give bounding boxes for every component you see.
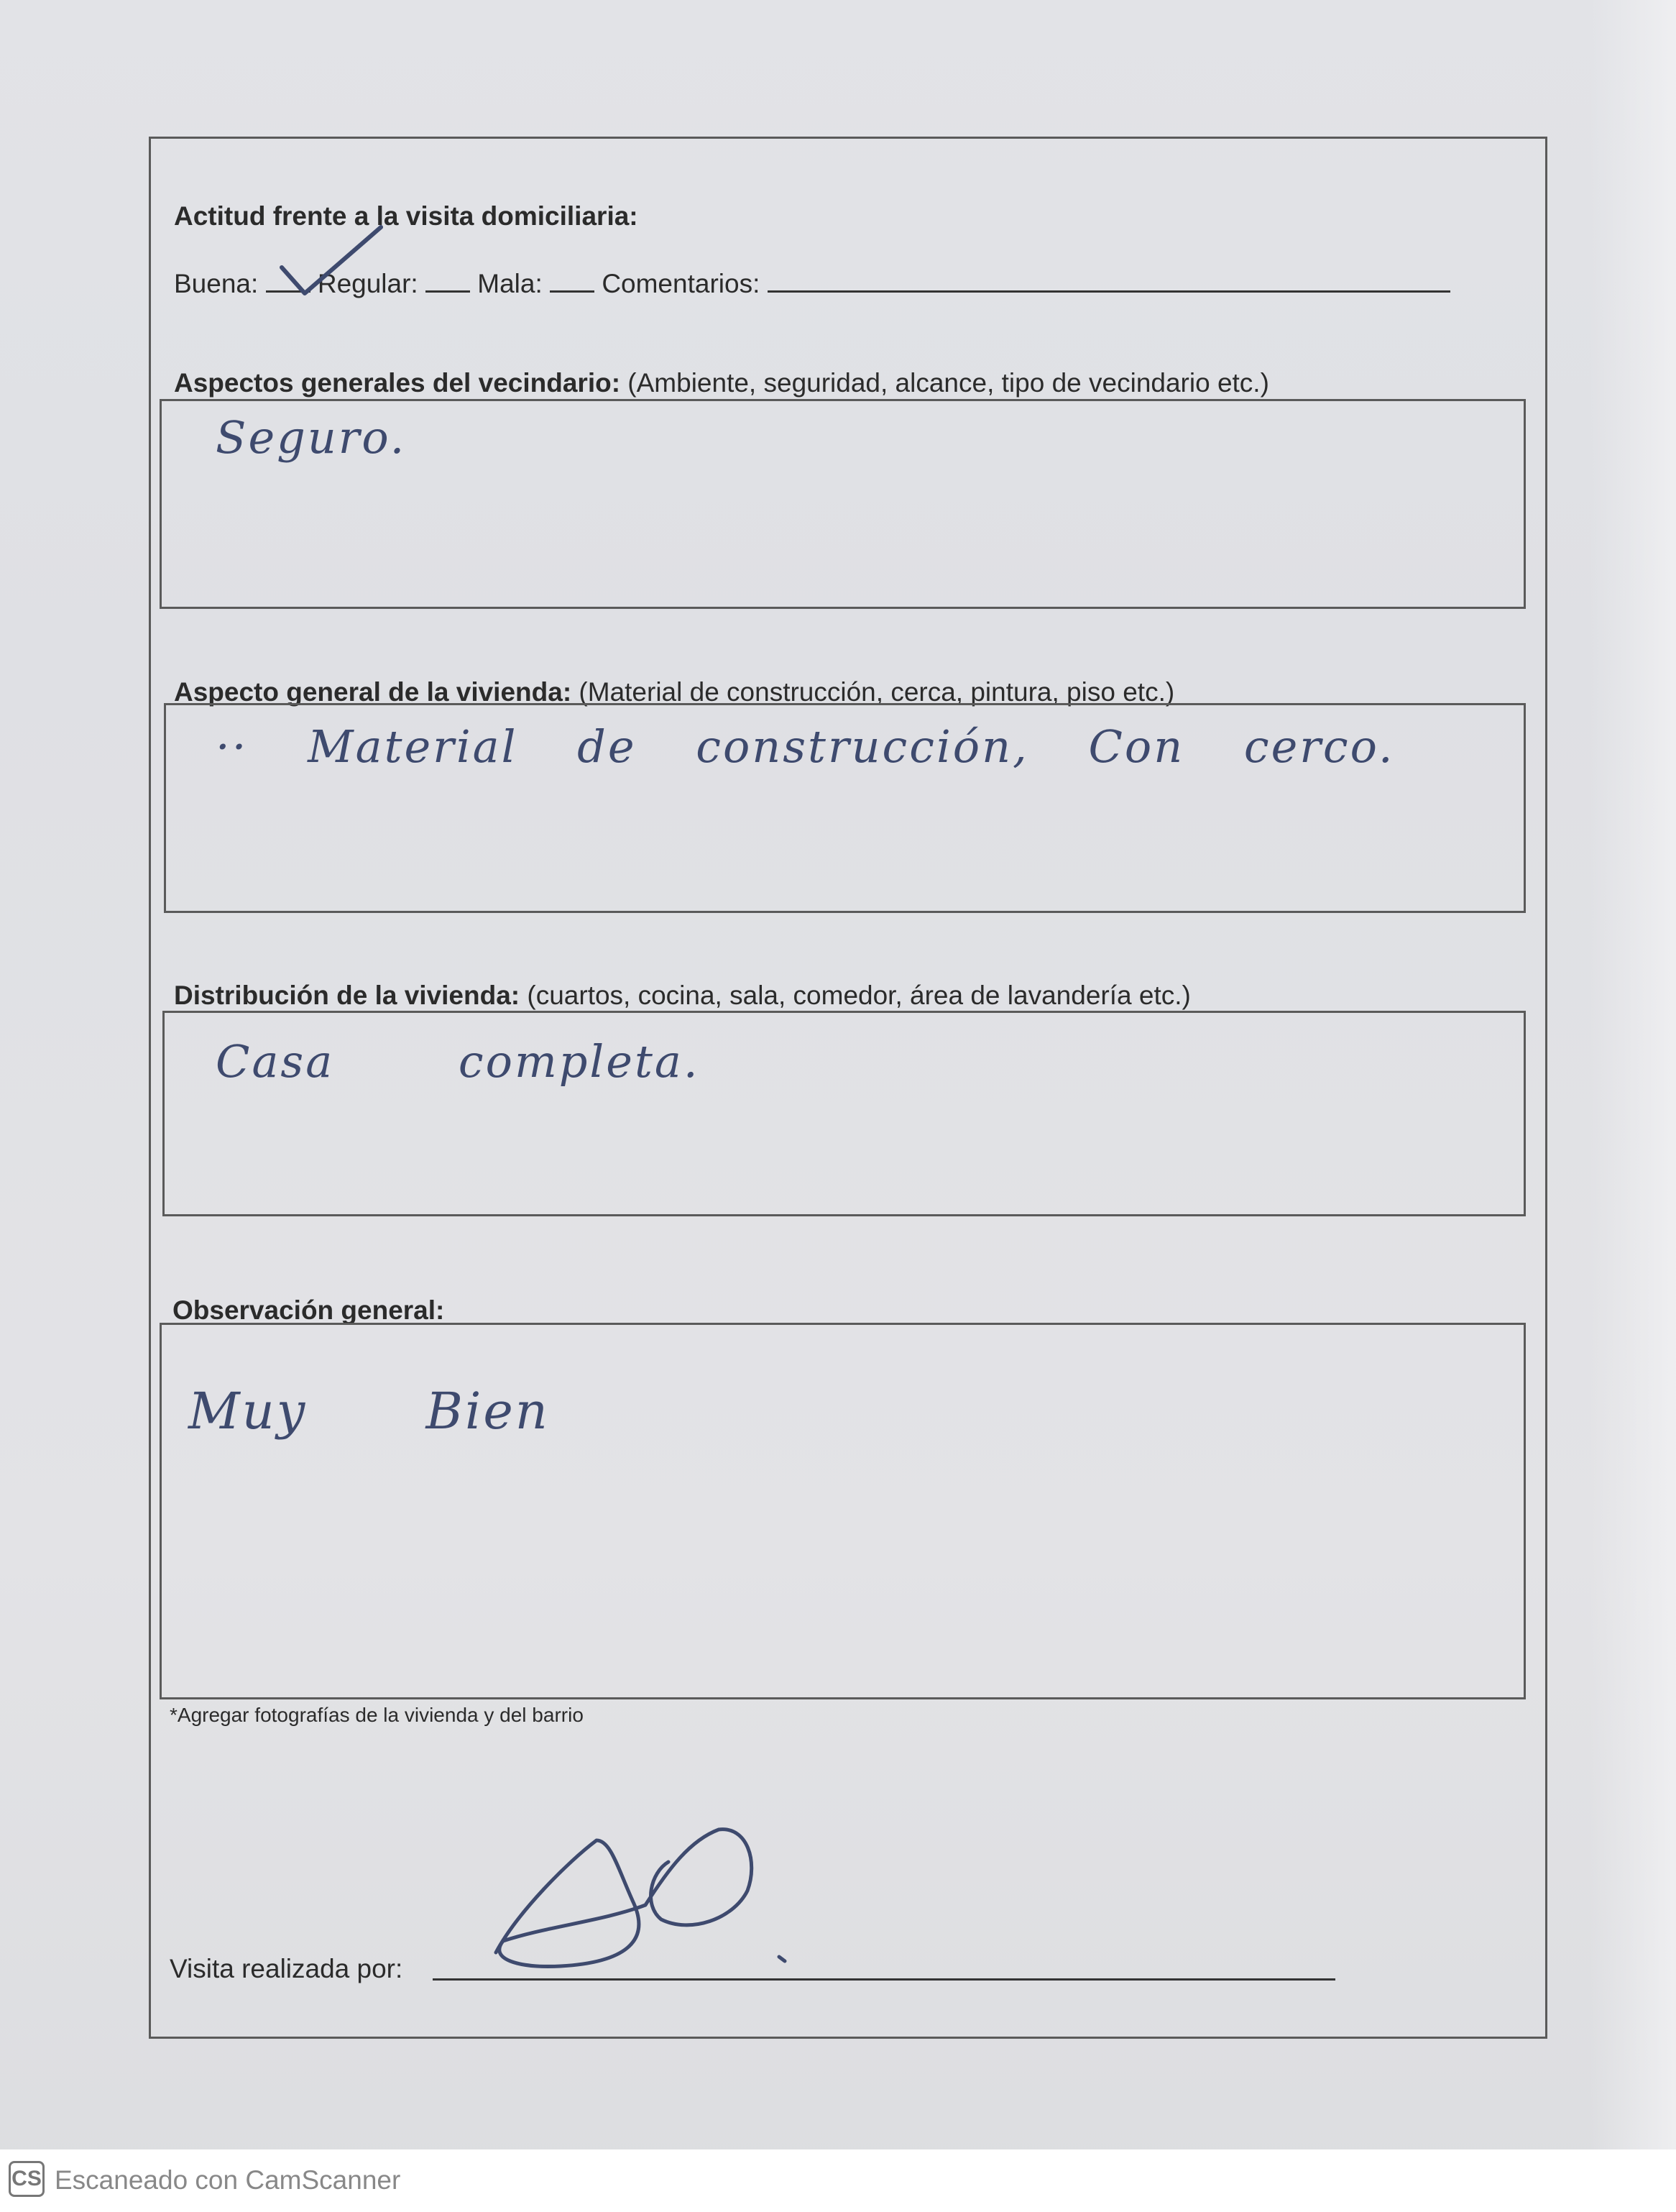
housing-aspect-hint: (Material de construcción, cerca, pintura, piso etc.): [579, 677, 1175, 707]
camscanner-logo-icon: CS: [9, 2161, 45, 2197]
signature-drawing: [496, 1830, 752, 1967]
photo-footnote: *Agregar fotografías de la vivienda y del barrio: [170, 1704, 584, 1726]
signature-label: Visita realizada por:: [170, 1954, 403, 1983]
comments-label: Comentarios:: [602, 269, 760, 298]
attitude-heading: Actitud frente a la visita domiciliaria:: [174, 201, 638, 231]
general-observation-heading: Observación general:: [172, 1295, 445, 1325]
check-icon: [282, 227, 381, 293]
neighborhood-answer: Seguro.: [216, 411, 407, 464]
neighborhood-hint: (Ambiente, seguridad, alcance, tipo de vecindario etc.): [627, 368, 1269, 398]
scanner-watermark-text: Escaneado con CamScanner: [55, 2165, 401, 2195]
general-observation-answer: Muy Bien: [188, 1382, 550, 1441]
neighborhood-heading: Aspectos generales del vecindario:: [174, 368, 621, 398]
housing-layout-hint: (cuartos, cocina, sala, comedor, área de lavandería etc.): [527, 981, 1191, 1010]
regular-label: Regular:: [317, 269, 418, 298]
housing-aspect-answer: ·· Material de construcción, Con cerco.: [216, 720, 1395, 773]
good-label: Buena:: [174, 269, 259, 298]
bad-label: Mala:: [477, 269, 543, 298]
housing-aspect-heading: Aspecto general de la vivienda:: [174, 677, 572, 707]
housing-layout-answer: Casa completa.: [216, 1035, 700, 1088]
scanner-footer: [0, 2149, 1676, 2212]
signature-dot: [779, 1957, 785, 1961]
housing-layout-heading: Distribución de la vivienda:: [174, 981, 520, 1010]
